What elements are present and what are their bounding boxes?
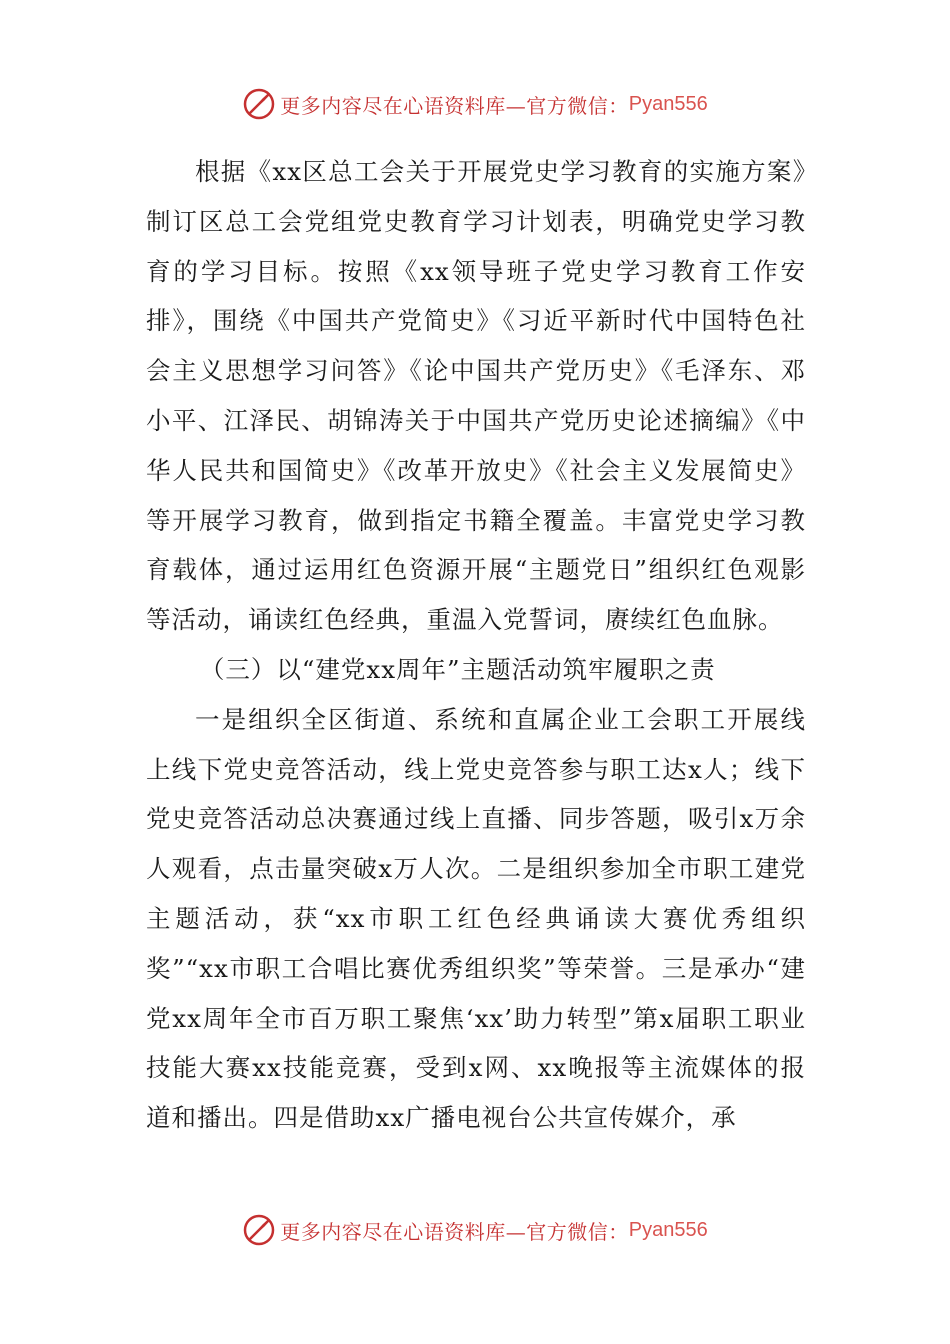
- banner-wechat-id: Pyan556: [628, 1218, 708, 1241]
- header-watermark-banner: [0, 84, 950, 124]
- quill-logo-icon: [242, 87, 276, 121]
- banner-wechat-id: Pyan556: [628, 92, 708, 115]
- quill-logo-icon: [242, 1213, 276, 1247]
- banner-text: 更多内容尽在心语资料库—官方微信：: [280, 1219, 629, 1244]
- footer-watermark-banner: [0, 1210, 950, 1250]
- document-body: [146, 147, 806, 1143]
- banner-text: 更多内容尽在心语资料库—官方微信：: [280, 93, 629, 118]
- section-paragraph: 一是组织全区街道、系统和直属企业工会职工开展线上线下党史竞答活动，线上党史竞答参与职工达x人；线下党史竞答活动总决赛通过线上直播、同步答题，吸引x万余人观看，点击量突破x万人次。二是组织参加全市职工建党主题活动，获“xx市职工红色经典诵读大赛优秀组织奖”“xx市职工合唱比赛优秀组织奖”等荣誉。三是承办“建党xx周年全市百万职工聚焦‘xx’助力转型”第x届职工职业技能大赛xx技能竞赛，受到x网、xx晚报等主流媒体的报道和播出。四是借助xx广播电视台公共宣传媒介，承: [146, 704, 806, 1133]
- section-heading: （三）以“建党xx周年”主题活动筑牢履职之责: [199, 654, 716, 684]
- body-paragraph: 根据《xx区总工会关于开展党史学习教育的实施方案》制订区总工会党组党史教育学习计划表，明确党史学习教育的学习目标。按照《xx领导班子党史学习教育工作安排》，围绕《中国共产党简史》《习近平新时代中国特色社会主义思想学习问答》《论中国共产党历史》《毛泽东、邓小平、江泽民、胡锦涛关于中国共产党历史论述摘编》《中华人民共和国简史》《改革开放史》《社会主义发展简史》等开展学习教育，做到指定书籍全覆盖。丰富党史学习教育载体，通过运用红色资源开展“主题党日”组织红色观影等活动，诵读红色经典，重温入党誓词，赓续红色血脉。: [146, 157, 806, 635]
